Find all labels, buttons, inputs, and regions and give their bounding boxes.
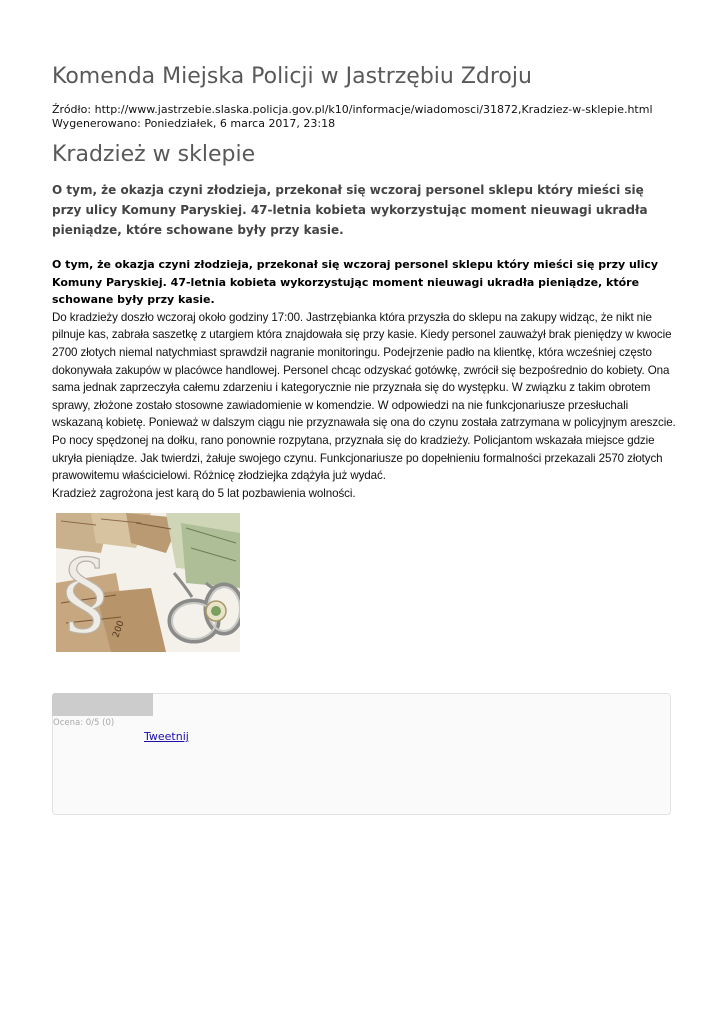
generated-label: Wygenerowano: (52, 117, 141, 130)
article-body-main: Do kradzieży doszło wczoraj około godziny 17:00. Jastrzębianka która przyszła do sklepu na zakupy widząc, że nikt nie pilnuje kas, zabrała saszetkę z utargiem która znajdowała się przy kasie. Kiedy personel zauważył brak pieniędzy w kwocie 2700 złotych niemal natychmiast sprawdził nagranie monitoringu. Podejrzenie padło na klientkę, która wcześniej często dokonywała zakupów w placówce handlowej. Personel chcąc odzyskać gotówkę, zwrócił się bezpośrednio do kobiety. Ona sama jednak zaprzeczyła całemu zdarzeniu i kategorycznie nie przyznała się do występku. W związku z takim obrotem sprawy, złożone zostało stosowne zawiadomienie w komendzie. W odpowiedzi na nie funkcjonariusze przesłuchali wskazaną kobietę. Ponieważ w dalszym ciągu nie przyznawała się ona do czynu została zatrzymana w policyjnym areszcie. Po nocy spędzonej na dołku, rano ponownie rozpytana, przyznała się do kradzieży. Policjantom wskazała miejsce gdzie ukryła pieniądze. Jak twierdzi, żałuje swojego czynu. Funkcjonariusze po dopełnieniu formalności przekazali 2570 złotych prawowitemu właścicielowi. Różnicę złodziejka zdążyła już wydać. (52, 310, 676, 483)
site-title: Komenda Miejska Policji w Jastrzębiu Zdroju (52, 64, 532, 89)
article-body-last: Kradzież zagrożona jest karą do 5 lat pozbawienia wolności. (52, 486, 356, 500)
paragraph-sign (62, 540, 108, 647)
paragraph-banknotes-handcuffs-image (56, 513, 240, 652)
generated-line (52, 117, 653, 131)
svg-text:200: 200 (111, 619, 127, 640)
article-title: Kradzież w sklepie (52, 142, 256, 167)
article-photo (56, 513, 240, 652)
rating-text: Ocena: 0/5 (0) (53, 718, 115, 728)
source-url: http://www.jastrzebie.slaska.policja.gov.pl/k10/informacje/wiadomosci/31872,Kradziez-w-sklepie.html (94, 103, 653, 116)
generated-date: Poniedziałek, 6 marca 2017, 23:18 (144, 117, 336, 130)
meta-info (52, 103, 653, 131)
tweet-link[interactable]: Tweetnij (144, 730, 189, 743)
svg-text:§: § (62, 540, 108, 647)
rating-bar[interactable] (52, 693, 153, 716)
rating-panel (52, 693, 671, 815)
source-label: Źródło: (52, 103, 92, 116)
article-body-strong: O tym, że okazja czyni złodzieja, przekonał się wczoraj personel sklepu który mieści się przy ulicy Komuny Paryskiej. 47-letnia kobieta wykorzystując moment nieuwagi ukradła pieniądze, które schowane były przy kasie. (52, 258, 659, 307)
source-line (52, 103, 653, 117)
article-body (52, 256, 676, 502)
article-lead: O tym, że okazja czyni złodzieja, przekonał się wczoraj personel sklepu który mieści się przy ulicy Komuny Paryskiej. 47-letnia kobieta wykorzystując moment nieuwagi ukradła pieniądze, które schowane były przy kasie. (52, 183, 648, 237)
